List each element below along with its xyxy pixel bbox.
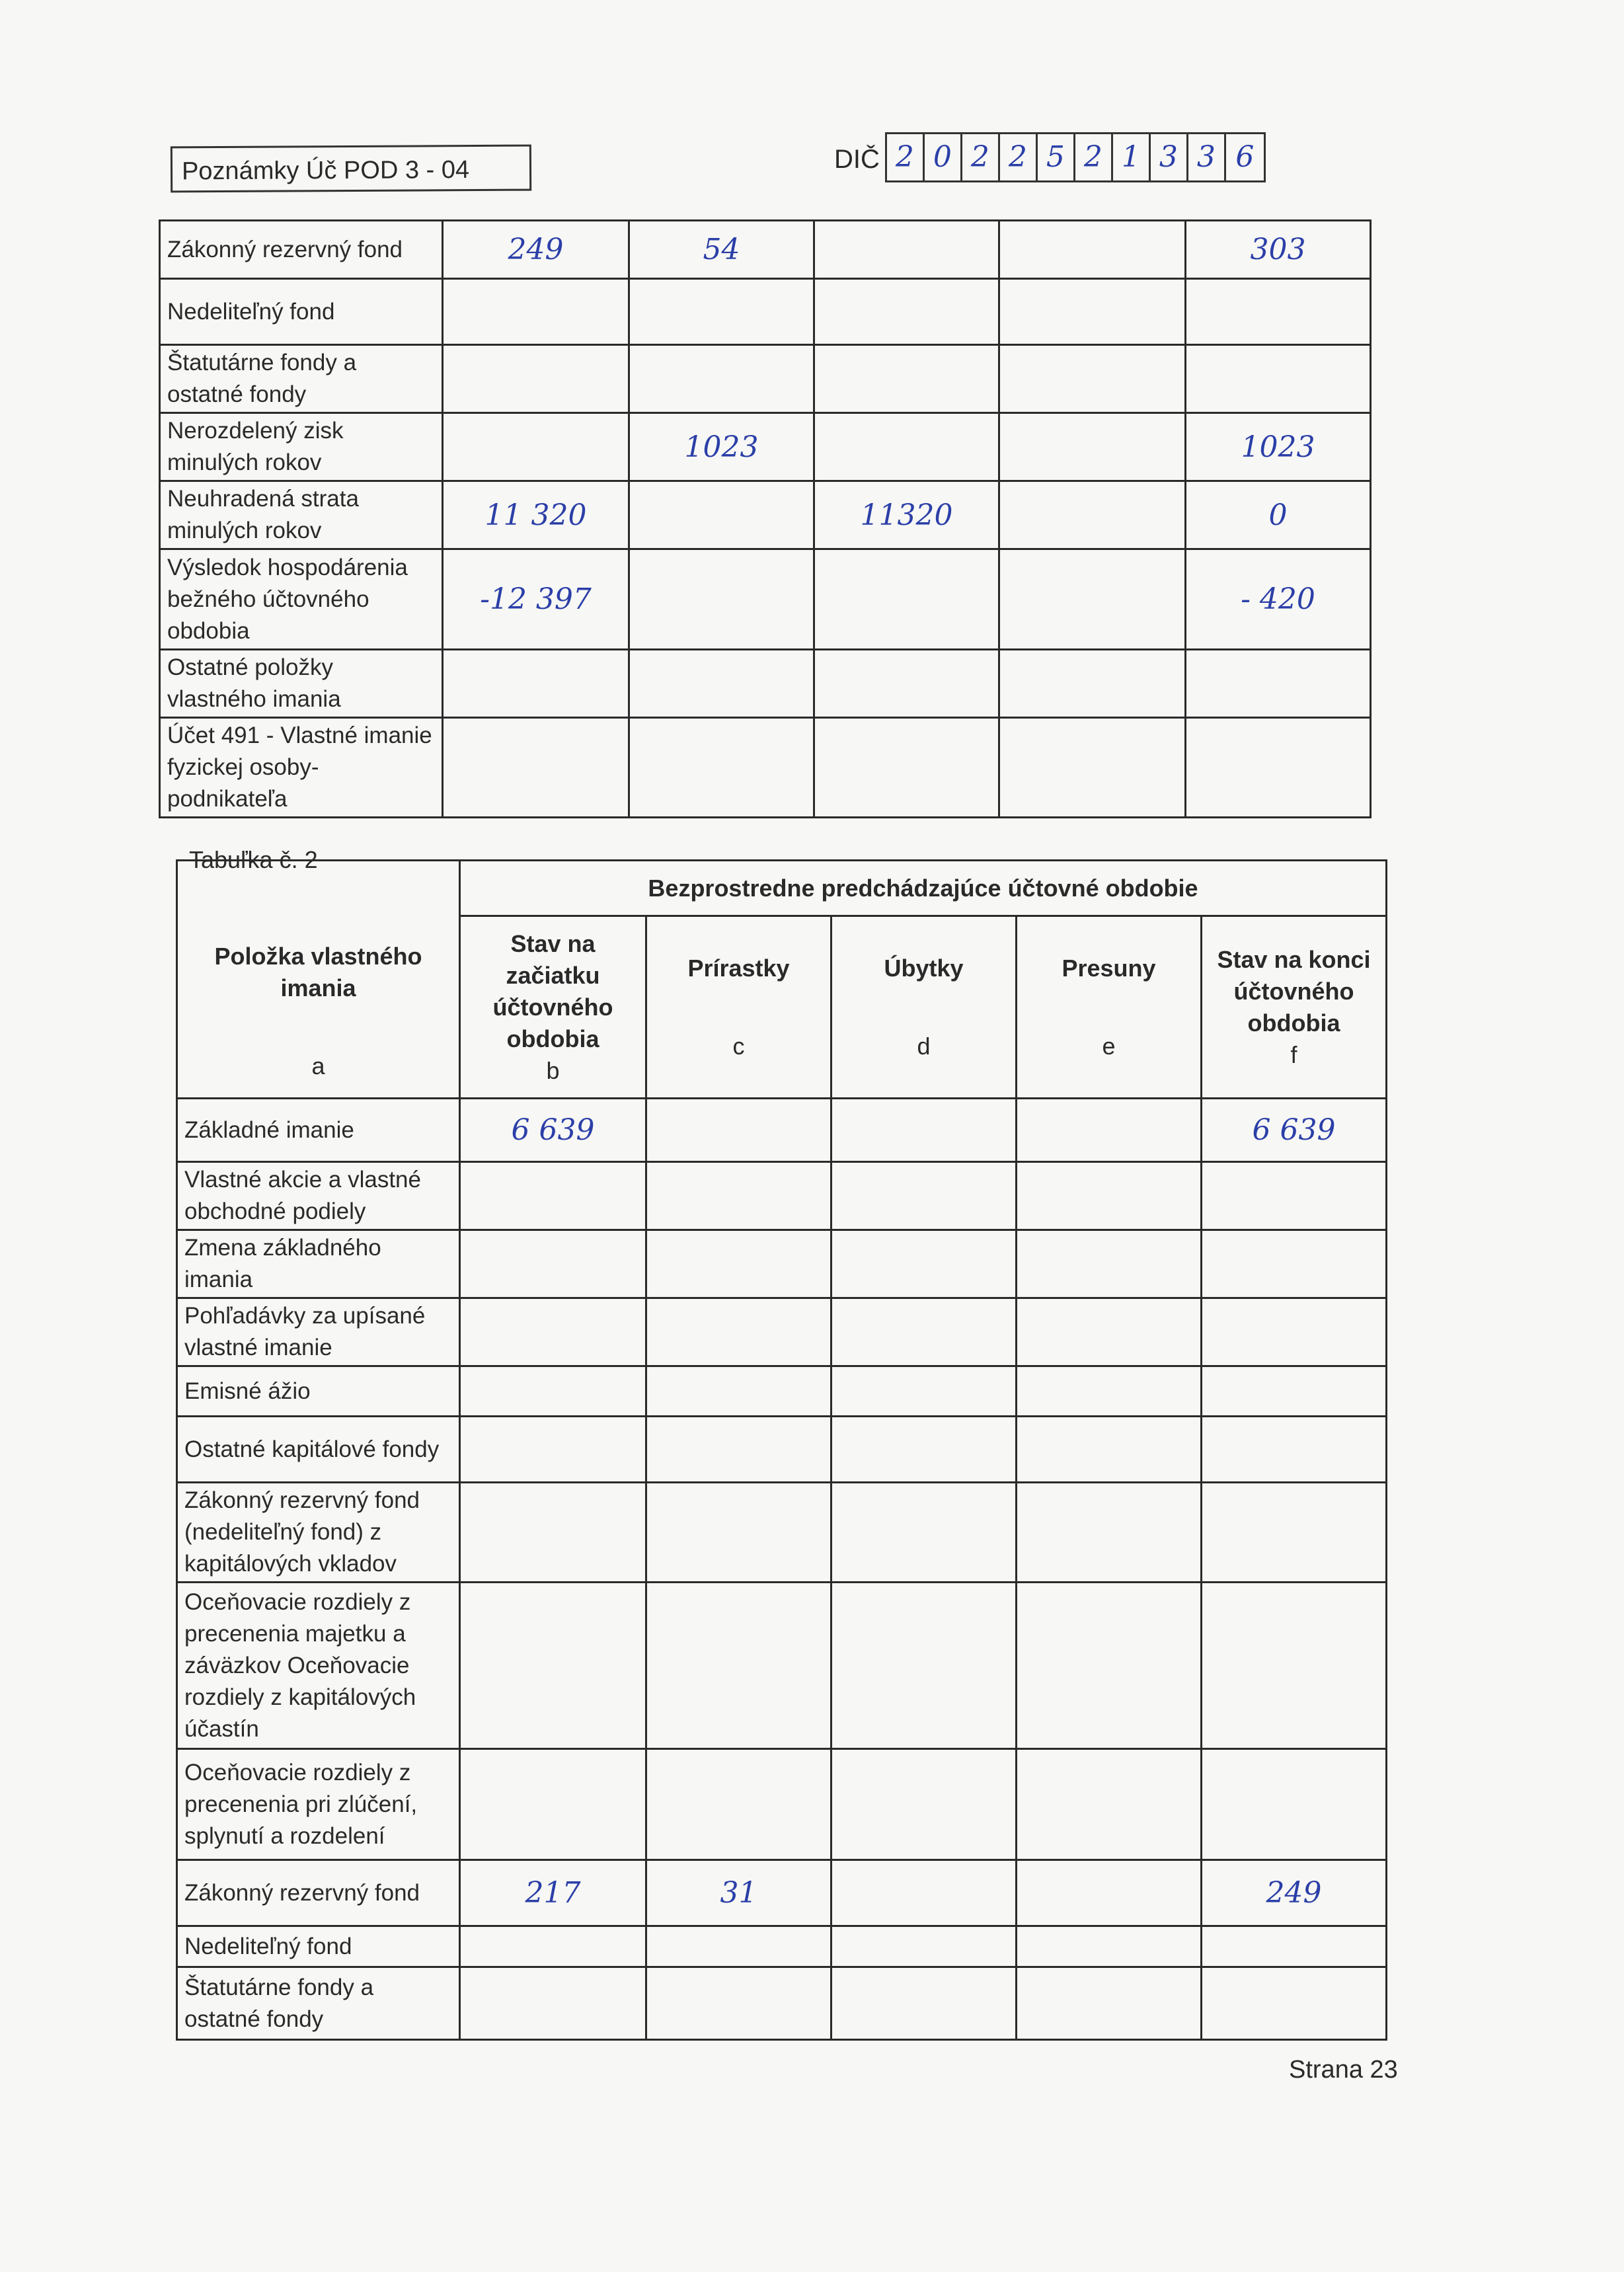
value-cell-d xyxy=(831,1483,1017,1583)
table-row xyxy=(160,345,1371,413)
value-cell-b xyxy=(460,1366,646,1417)
row-label: Neuhradená strata minulých rokov xyxy=(160,481,443,549)
col-c-header xyxy=(646,916,831,1099)
row-label: Pohľadávky za upísané vlastné imanie xyxy=(177,1298,460,1366)
group-header: Bezprostredne predchádzajúce účtovné obdobie xyxy=(460,861,1387,916)
value-cell-c xyxy=(646,1967,831,2040)
value-cell-b xyxy=(443,650,629,718)
value-cell-d xyxy=(814,413,999,481)
value-cell-e xyxy=(999,481,1186,549)
value-cell-c: 1023 xyxy=(629,413,814,481)
col-letter-e: e xyxy=(1102,1032,1116,1060)
col-d-header xyxy=(831,916,1017,1099)
col-b-header xyxy=(460,916,646,1099)
value-cell-c xyxy=(629,345,814,413)
value-cell-b xyxy=(443,413,629,481)
value-cell-c xyxy=(629,549,814,650)
value-cell-c xyxy=(629,279,814,345)
value-cell-c xyxy=(629,650,814,718)
equity-table-previous xyxy=(176,859,1387,2041)
dic-digit: 3 xyxy=(1188,134,1226,180)
dic-digit: 1 xyxy=(1113,134,1151,180)
value-cell-d xyxy=(814,279,999,345)
value-cell-f xyxy=(1202,1417,1387,1483)
row-label: Ostatné kapitálové fondy xyxy=(177,1417,460,1483)
table-row xyxy=(177,1298,1387,1366)
value-cell-d xyxy=(831,1749,1017,1860)
row-label: Nerozdelený zisk minulých rokov xyxy=(160,413,443,481)
col-a-header xyxy=(177,861,460,1099)
value-cell-d xyxy=(814,345,999,413)
value-cell-f xyxy=(1186,345,1371,413)
value-cell-d xyxy=(814,549,999,650)
value-cell-c xyxy=(646,1366,831,1417)
value-cell-e xyxy=(1017,1366,1202,1417)
value-cell-c xyxy=(646,1298,831,1366)
value-cell-c xyxy=(646,1583,831,1749)
value-cell-e xyxy=(1017,1230,1202,1298)
value-cell-d xyxy=(831,1162,1017,1230)
value-cell-b xyxy=(460,1417,646,1483)
value-cell-d xyxy=(831,1230,1017,1298)
dic-digit: 2 xyxy=(1075,134,1113,180)
table-row xyxy=(160,279,1371,345)
col-f-title: Stav na konci účtovného obdobia xyxy=(1217,945,1371,1037)
value-cell-e xyxy=(999,345,1186,413)
col-letter-a: a xyxy=(311,1052,325,1079)
value-cell-c xyxy=(646,1099,831,1162)
value-cell-c xyxy=(646,1417,831,1483)
table-row xyxy=(177,1926,1387,1967)
value-cell-e xyxy=(999,221,1186,279)
value-cell-f xyxy=(1202,1483,1387,1583)
row-label: Štatutárne fondy a ostatné fondy xyxy=(160,345,443,413)
value-cell-b xyxy=(443,345,629,413)
dic-digit: 2 xyxy=(962,134,1000,180)
value-cell-e xyxy=(999,549,1186,650)
value-cell-d xyxy=(814,718,999,818)
value-cell-f: - 420 xyxy=(1186,549,1371,650)
dic-boxes xyxy=(885,132,1266,182)
value-cell-b: 249 xyxy=(443,221,629,279)
value-cell-d xyxy=(831,1298,1017,1366)
value-cell-b xyxy=(443,718,629,818)
row-label: Zákonný rezervný fond xyxy=(177,1860,460,1926)
col-letter-d: d xyxy=(917,1032,931,1060)
value-cell-d xyxy=(831,1926,1017,1967)
form-label: Poznámky Úč POD 3 - 04 xyxy=(171,145,531,193)
value-cell-f: 249 xyxy=(1202,1860,1387,1926)
value-cell-f xyxy=(1186,718,1371,818)
table-row xyxy=(160,718,1371,818)
table-row xyxy=(177,1417,1387,1483)
value-cell-c: 54 xyxy=(629,221,814,279)
value-cell-b xyxy=(460,1162,646,1230)
col-e-title: Presuny xyxy=(1062,954,1156,982)
value-cell-c xyxy=(646,1230,831,1298)
value-cell-d xyxy=(814,650,999,718)
value-cell-b: 11 320 xyxy=(443,481,629,549)
value-cell-d xyxy=(831,1583,1017,1749)
table-row xyxy=(177,1099,1387,1162)
value-cell-f xyxy=(1202,1366,1387,1417)
table-row xyxy=(177,1749,1387,1860)
table-row xyxy=(177,1162,1387,1230)
table2-caption: Tabuľka č. 2 xyxy=(189,846,318,873)
table-row xyxy=(177,1860,1387,1926)
row-label: Emisné ážio xyxy=(177,1366,460,1417)
value-cell-f xyxy=(1202,1926,1387,1967)
col-c-title: Prírastky xyxy=(687,954,790,982)
row-label: Oceňovacie rozdiely z precenenia pri zlúčení, splynutí a rozdelení xyxy=(177,1749,460,1860)
dic-digit: 5 xyxy=(1038,134,1075,180)
col-f-header xyxy=(1202,916,1387,1099)
value-cell-b xyxy=(460,1483,646,1583)
value-cell-b: 6 639 xyxy=(460,1099,646,1162)
row-label: Vlastné akcie a vlastné obchodné podiely xyxy=(177,1162,460,1230)
value-cell-f: 303 xyxy=(1186,221,1371,279)
row-label: Ostatné položky vlastného imania xyxy=(160,650,443,718)
value-cell-f: 0 xyxy=(1186,481,1371,549)
value-cell-e xyxy=(1017,1162,1202,1230)
col-a-title: Položka vlastného imania xyxy=(214,943,422,1001)
value-cell-d xyxy=(831,1967,1017,2040)
value-cell-c xyxy=(646,1749,831,1860)
value-cell-b xyxy=(460,1298,646,1366)
row-label: Zákonný rezervný fond (nedeliteľný fond) z kapitálových vkladov xyxy=(177,1483,460,1583)
col-letter-c: c xyxy=(732,1032,745,1060)
value-cell-e xyxy=(1017,1860,1202,1926)
value-cell-f xyxy=(1202,1298,1387,1366)
row-label: Zmena základného imania xyxy=(177,1230,460,1298)
value-cell-c: 31 xyxy=(646,1860,831,1926)
dic-digit: 0 xyxy=(925,134,962,180)
table-row xyxy=(160,549,1371,650)
value-cell-e xyxy=(1017,1926,1202,1967)
value-cell-f: 1023 xyxy=(1186,413,1371,481)
value-cell-c xyxy=(629,718,814,818)
value-cell-c xyxy=(646,1926,831,1967)
table-row xyxy=(160,481,1371,549)
value-cell-e xyxy=(1017,1583,1202,1749)
row-label: Oceňovacie rozdiely z precenenia majetku a záväzkov Oceňovacie rozdiely z kapitálových účastín xyxy=(177,1583,460,1749)
value-cell-b: 217 xyxy=(460,1860,646,1926)
value-cell-d xyxy=(814,221,999,279)
table-row xyxy=(160,221,1371,279)
value-cell-e xyxy=(999,650,1186,718)
value-cell-b xyxy=(460,1583,646,1749)
value-cell-d xyxy=(831,1366,1017,1417)
dic-digit: 3 xyxy=(1151,134,1188,180)
value-cell-e xyxy=(1017,1483,1202,1583)
dic-field xyxy=(834,134,1266,182)
col-letter-f: f xyxy=(1290,1040,1297,1068)
value-cell-b xyxy=(443,279,629,345)
value-cell-c xyxy=(646,1483,831,1583)
row-label: Nedeliteľný fond xyxy=(160,279,443,345)
col-b-title: Stav na začiatku účtovného obdobia xyxy=(492,929,613,1052)
page-number: Strana 23 xyxy=(1289,2056,1398,2084)
dic-digit: 6 xyxy=(1235,140,1255,174)
table-row xyxy=(177,1967,1387,2040)
col-letter-b: b xyxy=(546,1056,560,1084)
value-cell-f xyxy=(1202,1583,1387,1749)
value-cell-b xyxy=(460,1230,646,1298)
dic-label: DIČ xyxy=(834,145,880,174)
value-cell-b xyxy=(460,1749,646,1860)
equity-table-current xyxy=(159,219,1372,818)
table-row xyxy=(177,1483,1387,1583)
value-cell-d xyxy=(831,1417,1017,1483)
value-cell-e xyxy=(999,279,1186,345)
value-cell-c xyxy=(646,1162,831,1230)
value-cell-f xyxy=(1202,1162,1387,1230)
table-row xyxy=(177,1583,1387,1749)
col-d-title: Úbytky xyxy=(884,954,964,982)
row-label: Výsledok hospodárenia bežného účtovného obdobia xyxy=(160,549,443,650)
table-row xyxy=(160,650,1371,718)
value-cell-d xyxy=(831,1860,1017,1926)
row-label: Nedeliteľný fond xyxy=(177,1926,460,1967)
value-cell-e xyxy=(1017,1967,1202,2040)
value-cell-f xyxy=(1202,1230,1387,1298)
row-label: Zákonný rezervný fond xyxy=(160,221,443,279)
value-cell-d: 11320 xyxy=(814,481,999,549)
value-cell-b xyxy=(460,1926,646,1967)
dic-digit: 2 xyxy=(1000,134,1038,180)
row-label: Účet 491 - Vlastné imanie fyzickej osoby-podnikateľa xyxy=(160,718,443,818)
value-cell-e xyxy=(1017,1099,1202,1162)
value-cell-f: 6 639 xyxy=(1202,1099,1387,1162)
value-cell-b: -12 397 xyxy=(443,549,629,650)
value-cell-e xyxy=(1017,1749,1202,1860)
table-row xyxy=(177,1366,1387,1417)
table-row xyxy=(160,413,1371,481)
row-label: Štatutárne fondy a ostatné fondy xyxy=(177,1967,460,2040)
value-cell-f xyxy=(1202,1749,1387,1860)
value-cell-c xyxy=(629,481,814,549)
value-cell-e xyxy=(999,413,1186,481)
row-label: Základné imanie xyxy=(177,1099,460,1162)
table-row xyxy=(177,1230,1387,1298)
value-cell-d xyxy=(831,1099,1017,1162)
value-cell-f xyxy=(1186,650,1371,718)
value-cell-e xyxy=(999,718,1186,818)
value-cell-b xyxy=(460,1967,646,2040)
dic-digit: 2 xyxy=(887,134,925,180)
value-cell-f xyxy=(1202,1967,1387,2040)
col-e-header xyxy=(1017,916,1202,1099)
value-cell-e xyxy=(1017,1417,1202,1483)
value-cell-e xyxy=(1017,1298,1202,1366)
value-cell-f xyxy=(1186,279,1371,345)
